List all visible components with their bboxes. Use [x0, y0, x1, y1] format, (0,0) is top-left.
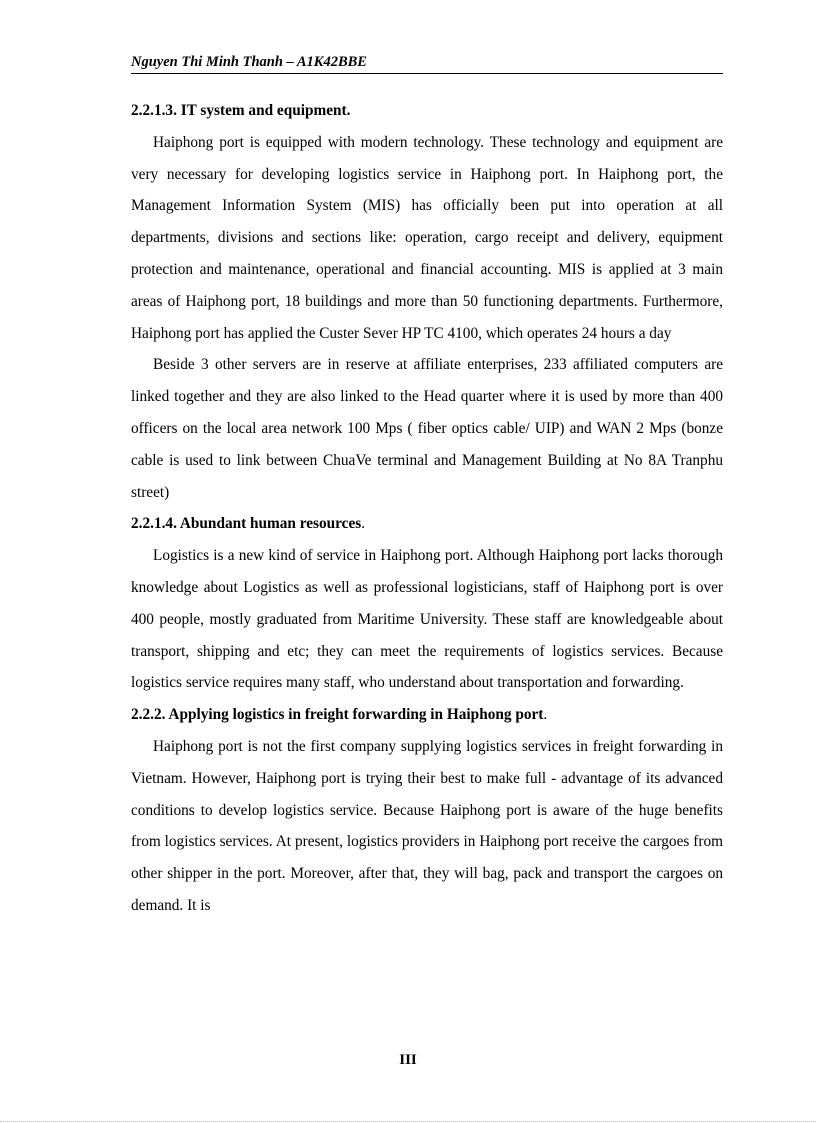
page-bottom-divider	[0, 1121, 816, 1122]
paragraph: Haiphong port is not the first company supplying logistics services in freight forwarding in Vietnam. However, Haiphong port is trying their best to make full - advantage of its advanced conditions to develop logistics service. Because Haiphong port is aware of the huge benefits from logistics services. At present, logistics providers in Haiphong port receive the cargoes from other shipper in the port. Moreover, after that, they will bag, pack and transport the cargoes on demand. It is	[131, 737, 723, 914]
page-body	[131, 95, 723, 922]
author-line: Nguyen Thi Minh Thanh – A1K42BBE	[131, 54, 367, 70]
section-heading-applying-logistics: 2.2.2. Applying logistics in freight forwarding in Haiphong port.	[131, 706, 548, 724]
section-heading-human-resources: 2.2.1.4. Abundant human resources.	[131, 515, 366, 533]
paragraph: Logistics is a new kind of service in Haiphong port. Although Haiphong port lacks thorough knowledge about Logistics as well as professional logisticians, staff of Haiphong port is over 400 people, mostly graduated from Maritime University. These staff are knowledgeable about transport, shipping and etc; they can meet the requirements of logistics services. Because logistics service requires many staff, who understand about transportation and forwarding.	[131, 547, 723, 692]
page-number: III	[399, 1052, 417, 1068]
paragraph: Beside 3 other servers are in reserve at affiliate enterprises, 233 affiliated computers are linked together and they are also linked to the Head quarter where it is used by more than 400 officers on the local area network 100 Mps ( fiber optics cable/ UIP) and WAN 2 Mps (bonze cable is used to link between ChuaVe terminal and Management Building at No 8A Tranphu street)	[131, 356, 723, 501]
section-heading-it-system: 2.2.1.3. IT system and equipment.	[131, 102, 351, 119]
page-header	[131, 53, 723, 74]
paragraph: Haiphong port is equipped with modern technology. These technology and equipment are very necessary for developing logistics service in Haiphong port. In Haiphong port, the Management Information System (MIS) has officially been put into operation at all departments, divisions and sections like: operation, cargo receipt and delivery, equipment protection and maintenance, operational and financial accounting. MIS is applied at 3 main areas of Haiphong port, 18 buildings and more than 50 functioning departments. Furthermore, Haiphong port has applied the Custer Sever HP TC 4100, which operates 24 hours a day	[131, 133, 723, 342]
